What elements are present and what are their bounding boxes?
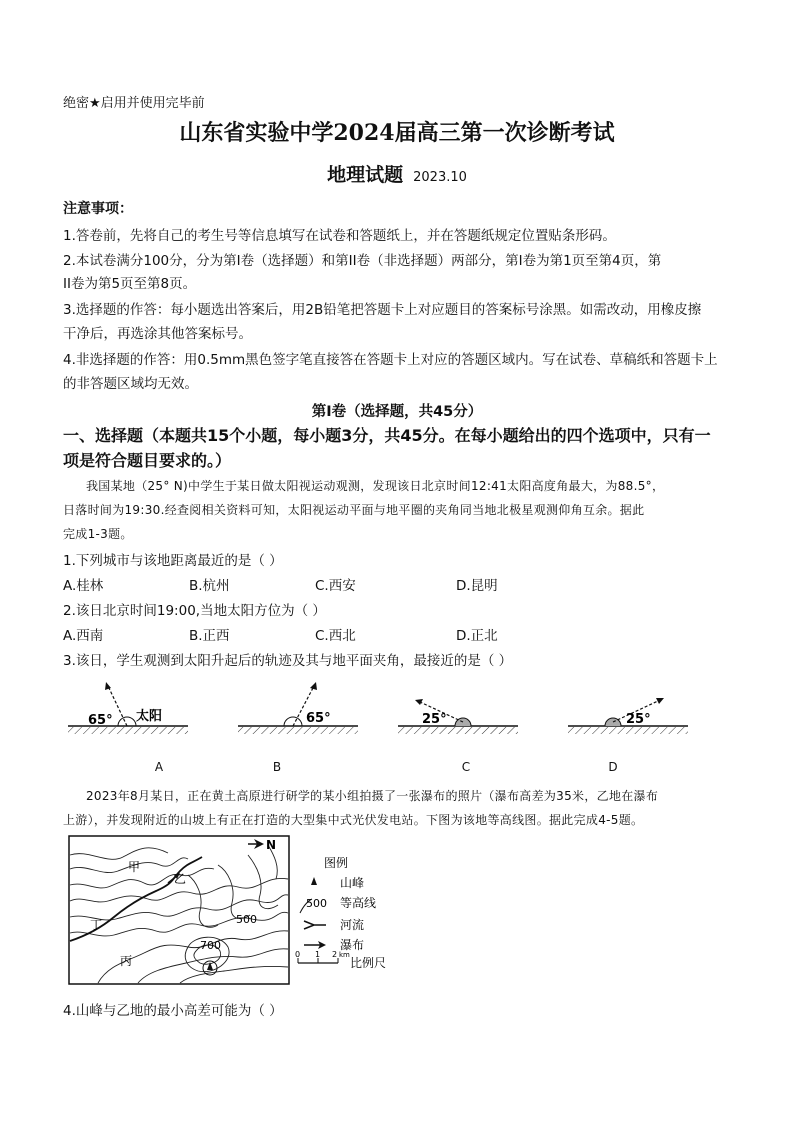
legend-scale: 比例尺 [350, 956, 387, 970]
part-title-line1: 一、选择题（本题共15个小题，每小题3分，共45分。在每小题给出的四个选项中，只有一 [63, 426, 711, 445]
legend-peak-icon [311, 877, 317, 885]
instruction-line: 干净后，再选涂其他答案标号。 [63, 326, 252, 342]
north-label: N [266, 838, 277, 852]
legend-river-icon [304, 921, 326, 929]
question-2-stem: 2.该日北京时间19:00,当地太阳方位为（ ） [63, 603, 326, 619]
q2-option-b[interactable]: B.正西 [189, 628, 230, 644]
passage2-line2: 上游），并发现附近的山坡上有正在打造的大型集中式光伏发电站。下图为该地等高线图。据此完成4-5题。 [63, 813, 644, 827]
sun-b-angle: 65° [306, 711, 331, 726]
sun-d-angle: 25° [626, 712, 651, 727]
sun-diagram-c[interactable] [398, 699, 518, 734]
sun-b-letter: B [272, 760, 282, 774]
section-title: 第I卷（选择题，共45分） [311, 404, 483, 420]
q1-option-a[interactable]: A.桂林 [63, 578, 104, 594]
sun-d-letter: D [608, 760, 618, 774]
instruction-line: 3.选择题的作答：每小题选出答案后，用2B铅笔把答题卡上对应题目的答案标号涂黑。如需改动，用橡皮擦 [63, 302, 702, 318]
map-legend [294, 855, 404, 975]
sun-diagram-b[interactable] [238, 682, 358, 734]
scale-unit: km [339, 951, 350, 959]
exam-subtitle [0, 160, 794, 187]
place-bing: 丙 [120, 954, 133, 968]
secret-notice: 绝密★启用并使用完毕前 [63, 96, 205, 111]
legend-river: 河流 [340, 918, 365, 932]
question-4-stem: 4.山峰与乙地的最小高差可能为（ ） [63, 1003, 283, 1019]
place-ding: 丁 [90, 918, 103, 932]
legend-contour: 等高线 [340, 896, 377, 910]
question-1-stem: 1.下列城市与该地距离最近的是（ ） [63, 553, 283, 569]
sun-a-letter: A [154, 760, 164, 774]
place-jia: 甲 [128, 860, 141, 874]
scale-1: 1 [315, 950, 321, 959]
legend-waterfall-icon [304, 941, 326, 949]
sun-c-letter: C [461, 760, 471, 774]
sun-a-sun-label: 太阳 [136, 709, 163, 724]
sun-a-angle: 65° [88, 713, 113, 728]
legend-title: 图例 [324, 856, 349, 870]
sun-path-diagrams [60, 672, 740, 742]
q2-option-c[interactable]: C.西北 [315, 628, 356, 644]
part-title-line2: 项是符合题目要求的。） [63, 451, 232, 470]
instruction-line: 1.答卷前，先将自己的考生号等信息填写在试卷和答题纸上，并在答题纸规定位置贴条形码。 [63, 228, 616, 244]
sun-diagram-a[interactable] [68, 682, 188, 734]
scale-0: 0 [295, 950, 301, 959]
passage1-line3: 完成1-3题。 [63, 527, 133, 541]
contour-label-700: 700 [200, 939, 221, 952]
exam-date: 2023.10 [413, 170, 467, 185]
place-yi: 乙 [174, 872, 187, 886]
q2-option-a[interactable]: A.西南 [63, 628, 104, 644]
instruction-line: II卷为第5页至第8页。 [63, 276, 197, 292]
legend-peak: 山峰 [340, 876, 365, 890]
contour-map [68, 835, 290, 985]
legend-waterfall: 瀑布 [340, 938, 365, 952]
passage2-line1: 2023年8月某日，正在黄土高原进行研学的某小组拍摄了一张瀑布的照片（瀑布高差为35米，乙地在瀑布 [86, 789, 659, 803]
q1-option-d[interactable]: D.昆明 [456, 578, 498, 594]
sun-c-angle: 25° [422, 712, 447, 727]
q1-option-c[interactable]: C.西安 [315, 578, 356, 594]
instructions-heading: 注意事项： [63, 201, 133, 217]
subject-title: 地理试题 [327, 164, 404, 186]
q2-option-d[interactable]: D.正北 [456, 628, 498, 644]
passage1-line1: 我国某地（25° N)中学生于某日做太阳视运动观测，发现该日北京时间12:41太阳高度角最大，为88.5°， [86, 479, 665, 493]
exam-title: 山东省实验中学2024届高三第一次诊断考试 [179, 120, 615, 146]
instruction-line: 2.本试卷满分100分，分为第I卷（选择题）和第II卷（非选择题）两部分，第I卷为第1页至第4页，第 [63, 253, 662, 269]
instruction-line: 4.非选择题的作答：用0.5mm黑色签字笔直接答在答题卡上对应的答题区域内。写在试卷、草稿纸和答题卡上 [63, 352, 718, 368]
passage1-line2: 日落时间为19:30.经查阅相关资料可知，太阳视运动平面与地平圈的夹角同当地北极星观测仰角互余。据此 [63, 503, 645, 517]
sun-diagram-d[interactable] [568, 698, 688, 734]
instruction-line: 的非答题区域均无效。 [63, 376, 198, 392]
q1-option-b[interactable]: B.杭州 [189, 578, 230, 594]
contour-label-500: 500 [236, 913, 257, 926]
scale-2: 2 [332, 950, 338, 959]
question-3-stem: 3.该日，学生观测到太阳升起后的轨迹及其与地平面夹角，最接近的是（ ） [63, 653, 513, 669]
legend-contour-sample: 500 [306, 897, 327, 910]
